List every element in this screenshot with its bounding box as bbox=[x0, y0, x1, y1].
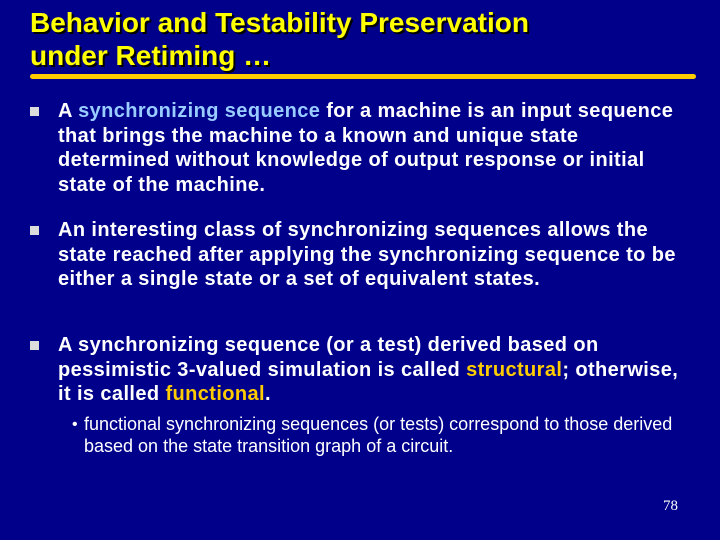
title-underline bbox=[30, 74, 696, 79]
slide-title bbox=[30, 6, 690, 72]
page-number: 78 bbox=[663, 498, 678, 514]
square-bullet-icon bbox=[30, 226, 39, 235]
sub-bullet bbox=[72, 413, 704, 457]
title-line-1: Behavior and Testability Preservation bbox=[30, 7, 529, 38]
bullet-3 bbox=[30, 333, 690, 407]
bullet-2 bbox=[30, 218, 690, 292]
bullet-3-post: . bbox=[265, 383, 271, 405]
bullet-1 bbox=[30, 99, 690, 197]
square-bullet-icon bbox=[30, 341, 39, 350]
sub-bullet-text: functional synchronizing sequences (or tests) correspond to those derived based on the state transition graph of a circuit. bbox=[84, 414, 673, 456]
term-functional: functional bbox=[165, 383, 266, 405]
dot-bullet-icon: • bbox=[72, 416, 78, 433]
bullet-3-mid: ; otherwise, it is called bbox=[58, 358, 679, 405]
bullet-1-pre: A bbox=[58, 100, 79, 122]
square-bullet-icon bbox=[30, 107, 39, 116]
bullet-3-text bbox=[58, 333, 690, 407]
term-synchronizing-sequence: synchronizing sequence bbox=[78, 100, 321, 122]
bullet-2-text: An interesting class of synchronizing sequences allows the state reached after applying the synchronizing sequence to be either a single state or a set of equivalent states. bbox=[58, 219, 676, 290]
bullet-1-text bbox=[58, 99, 690, 197]
bullet-3-pre: A synchronizing sequence (or a test) derived based on pessimistic 3-valued simulation is called bbox=[58, 334, 599, 381]
bullet-1-post: for a machine is an input sequence that brings the machine to a known and unique state determined without knowledge of output response or initial state of the machine. bbox=[58, 100, 674, 196]
title-line-2: under Retiming … bbox=[30, 40, 272, 71]
term-structural: structural bbox=[466, 358, 563, 381]
